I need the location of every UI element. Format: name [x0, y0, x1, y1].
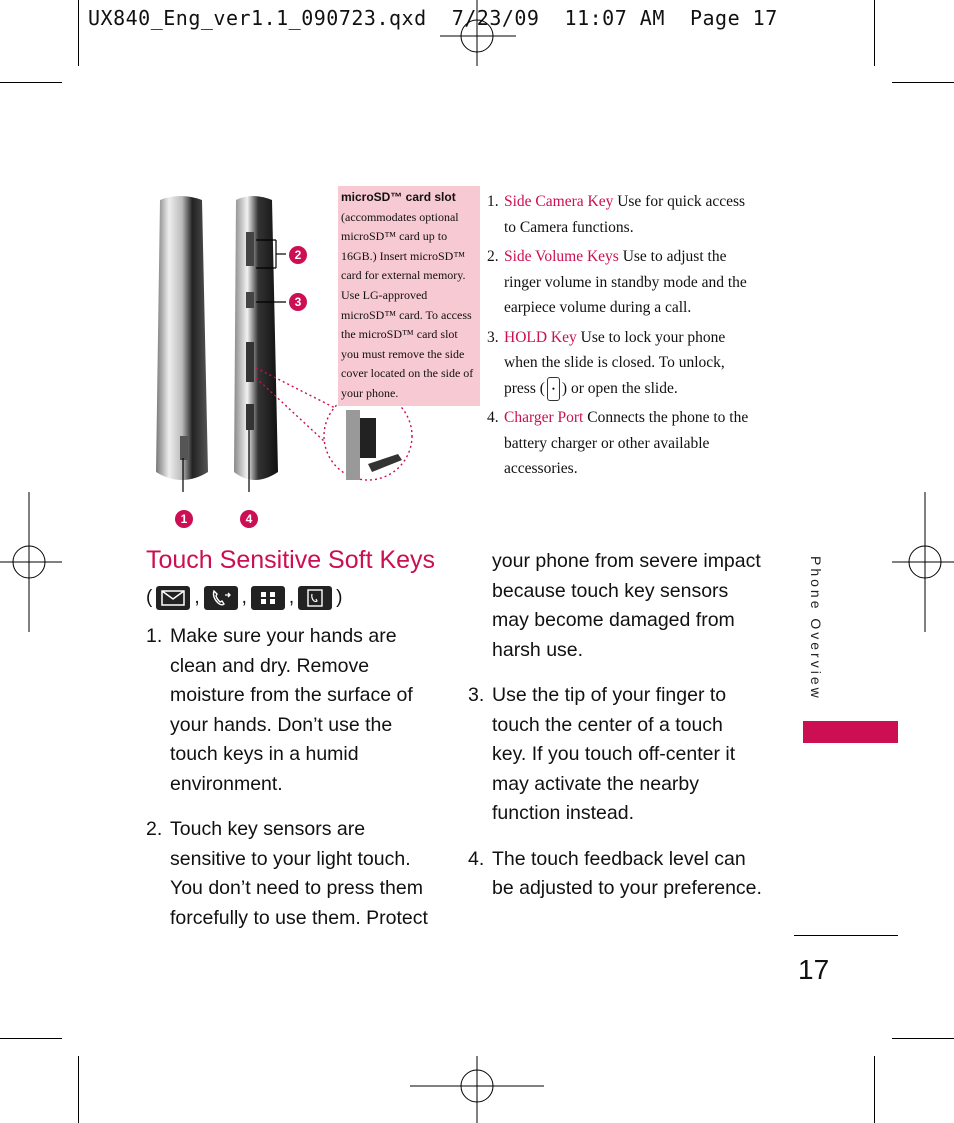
hold-key-icon: •: [547, 377, 560, 401]
soft-keys-row: [146, 586, 343, 610]
list-item-text: Use the tip of your finger to touch the center of a touch key. If you touch off-center it may activate the nearby function instead.: [492, 684, 736, 824]
separator: ,: [194, 587, 200, 608]
list-item: [146, 622, 436, 799]
key-item: [487, 405, 749, 482]
right-column: [468, 547, 762, 920]
registration-mark-left: [0, 492, 62, 632]
key-item-number: 1.: [487, 193, 499, 210]
list-item-text: The touch feedback level can be adjusted to your preference.: [492, 847, 762, 899]
page-number: 17: [798, 954, 830, 985]
key-item-number: 3.: [487, 328, 499, 346]
list-item-number: 4.: [468, 847, 485, 870]
registration-mark-bottom: [410, 1056, 544, 1123]
callout-text: (accommodates optional microSD™ card up to 16GB.) Insert microSD™ card for external memory. Use LG-approved microSD™ card. To access the microSD™ card slot you must remove the side cover located on the side of your phone.: [341, 209, 474, 400]
key-item: [487, 244, 749, 321]
list-item-number: 1.: [146, 625, 163, 647]
paren-close: ): [336, 587, 343, 608]
separator: ,: [288, 587, 295, 608]
print-slug: UX840_Eng_ver1.1_090723.qxd 7/23/09 11:07 AM Page 17: [88, 6, 778, 30]
left-column: [146, 622, 436, 949]
callout-badge-2: 2: [289, 246, 307, 264]
key-list: [487, 189, 749, 486]
callout-badge-1: 1: [175, 510, 193, 528]
section-tab-marker: [803, 721, 898, 743]
registration-mark-right: [892, 492, 954, 632]
section-tab-label: [800, 556, 830, 716]
section-heading: Touch Sensitive Soft Keys: [146, 546, 436, 574]
crop-mark: [874, 0, 875, 66]
continued-text-body: your phone from severe impact because touch key sensors may become damaged from harsh use.: [492, 550, 761, 661]
key-desc: Use to lock your phone when the slide is closed. To unlock, press (: [504, 328, 726, 397]
list-item-number: 2.: [146, 818, 163, 840]
key-desc-end: ) or open the slide.: [561, 379, 678, 397]
key-desc: Use to adjust the ringer volume in standby mode and the earpiece volume during a call.: [504, 248, 747, 316]
key-name: HOLD Key: [504, 328, 577, 346]
callout-badge-3: 3: [289, 293, 307, 311]
key-item-number: 4.: [487, 409, 499, 426]
crop-mark: [0, 82, 62, 83]
menu-grid-icon: [251, 586, 285, 610]
page-number-rule: [794, 935, 898, 936]
key-name: Side Camera Key: [504, 193, 614, 210]
list-item: [468, 681, 762, 829]
message-icon: [156, 586, 190, 610]
key-desc: Use for quick access to Camera functions.: [504, 193, 746, 236]
microsd-callout: [338, 186, 480, 406]
crop-mark: [78, 0, 79, 66]
list-item: [468, 845, 762, 904]
list-item-text: Make sure your hands are clean and dry. Remove moisture from the surface of your hands. Don’t use the touch keys in a humid environment.: [170, 625, 413, 795]
key-desc: Connects the phone to the battery charger or other available accessories.: [504, 409, 749, 477]
section-tab-text: Phone Overview: [808, 556, 824, 701]
contacts-icon: [298, 586, 332, 610]
callout-badge-4: 4: [240, 510, 258, 528]
list-item: [146, 815, 436, 933]
key-item: [487, 325, 749, 402]
crop-mark: [874, 1056, 875, 1123]
list-item-text: Touch key sensors are sensitive to your light touch. You don’t need to press them forcefully to use them. Protect: [170, 818, 428, 929]
crop-mark: [892, 1038, 954, 1039]
key-item: [487, 189, 749, 240]
key-item-number: 2.: [487, 248, 499, 265]
paren-open: (: [146, 587, 153, 608]
continued-text: [468, 547, 762, 665]
separator: ,: [241, 587, 247, 608]
call-log-icon: [204, 586, 238, 610]
list-item-number: 3.: [468, 684, 485, 706]
crop-mark: [78, 1056, 79, 1123]
crop-mark: [0, 1038, 62, 1039]
key-name: Side Volume Keys: [504, 248, 619, 265]
callout-title: microSD™ card slot: [341, 190, 456, 204]
key-name: Charger Port: [504, 409, 584, 426]
crop-mark: [892, 82, 954, 83]
registration-mark-top: [440, 0, 516, 66]
